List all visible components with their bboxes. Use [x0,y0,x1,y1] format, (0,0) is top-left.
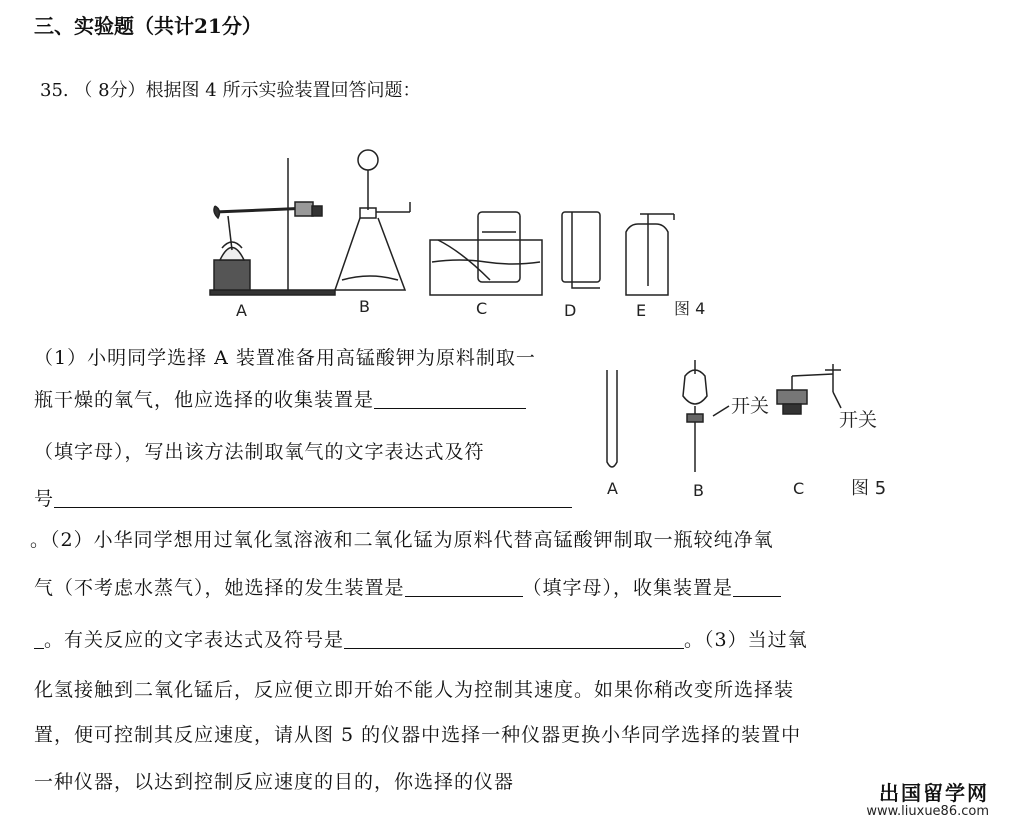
fig4-label-d: D [564,301,577,320]
question-prompt: 根据图 4 所示实验装置回答问题： [145,80,421,101]
fig5-label-b: B [693,481,704,500]
apparatus-a [210,158,335,295]
watermark-url: www.liuxue86.com [866,804,989,819]
question-number: 35. [40,80,69,101]
text-line-5: 。（2）小华同学想用过氧化氢溶液和二氧化锰为原料代替高锰酸钾制取一瓶较纯净氧 [30,529,774,551]
apparatus-d [562,212,600,288]
text-line-8: 化氢接触到二氧化锰后，反应便立即开始不能人为控制其速度。如果你稍改变所选择装 [34,679,795,701]
fig5-caption: 图 5 [851,478,887,499]
answer-blank-collection-device[interactable] [374,389,526,409]
figure-4-apparatus [200,140,720,325]
text-line-10: 一种仪器，以达到控制反应速度的目的，你选择的仪器 [34,771,515,793]
answer-blank-collector-cont[interactable] [34,629,44,649]
fig5-label-a: A [607,479,618,498]
fig4-caption: 图 4 [674,299,706,318]
text-line-3: （填字母），写出该方法制取氧气的文字表达式及符 [34,441,485,463]
instrument-c-stopper [777,364,841,414]
fig5-label-c: C [793,479,805,498]
text-line-9: 置，便可控制其反应速度，请从图 5 的仪器中选择一种仪器更换小华同学选择的装置中 [34,724,802,746]
instrument-b-dropping-funnel [683,360,707,472]
question-points: （ 8分） [74,80,146,101]
instrument-a-test-tube [607,370,617,467]
answer-blank-collector[interactable] [733,577,781,597]
text-line-6-part-a: 气（不考虑水蒸气），她选择的发生装置是 [34,577,405,599]
text-line-1: （1）小明同学选择 A 装置准备用高锰酸钾为原料制取一 [34,347,536,369]
fig5-switch-label-c: 开关 [839,409,878,431]
section-title: 三、实验题（共计21分） [34,14,262,38]
watermark-text: 出国留学网 [879,781,989,805]
apparatus-e [626,214,674,295]
text-line-7 [34,625,808,652]
fig4-label-b: B [359,297,370,316]
watermark-logo [866,777,989,819]
fig4-label-c: C [476,299,488,318]
text-line-4 [34,484,572,511]
fig4-label-a: A [236,301,247,320]
answer-blank-generator[interactable] [405,577,523,597]
text-line-6-part-b: （填字母），收集装置是 [522,577,734,599]
apparatus-c [430,212,542,295]
fig5-switch-label-b: 开关 [731,395,770,417]
answer-blank-equation-2[interactable] [344,629,684,649]
apparatus-b [335,150,410,290]
fig4-label-e: E [636,301,647,320]
text-line-4-content: 号 [34,488,55,510]
text-line-7-part-b: 。（3）当过氧 [684,629,808,651]
question-header [40,76,420,102]
answer-blank-equation-1[interactable] [54,488,572,508]
text-line-2-content: 瓶干燥的氧气，他应选择的收集装置是 [34,389,375,411]
text-line-6 [34,573,781,600]
figure-5-instruments [595,352,905,502]
text-line-7-part-a: 。有关反应的文字表达式及符号是 [44,629,345,651]
text-line-2 [34,385,526,412]
